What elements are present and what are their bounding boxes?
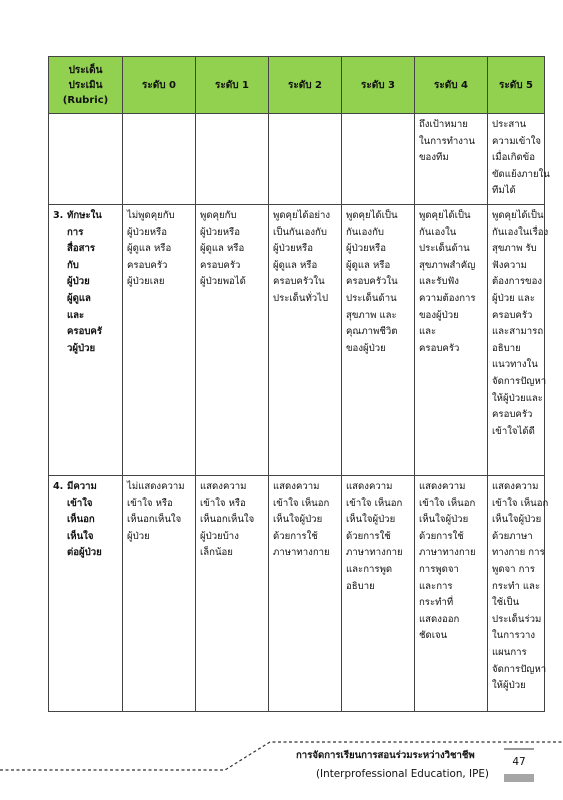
page-number-box [504,748,534,782]
cell-line: ครอบครัวใน [273,276,325,288]
cell-line: เห็นใจผู้ป่วย [419,514,469,526]
cell-line: เป็นกันเองกับ [273,226,327,238]
cell-line: ผู้ป่วยหรือ [127,226,167,238]
cell-line: ระดับ 5 [498,79,534,91]
cell-line: การพูดจา [419,563,459,575]
cell-line: พูดคุยได้อย่าง [273,210,331,221]
criterion-number: 4. [53,481,64,492]
cell-line: ครอบครัว [492,409,533,421]
cell-line: ไม่พูดคุยกับ [127,210,175,221]
cell-line: ผู้ป่วยหรือ [273,243,313,255]
cell-line: เล็กน้อย [200,547,233,559]
cell-line: (Rubric) [62,94,109,106]
cell-line: และการพูด [346,563,393,575]
cell-line: เข้าใจได้ดี [492,425,535,437]
header-level-5 [488,57,545,114]
cell-line: ผู้ดูแล [67,292,91,304]
cell-line: เห็นใจผู้ป่วย [492,514,542,526]
cell-line: จัดการปัญหา [492,663,547,675]
cell-line: ใช้เป็น [492,597,520,609]
cell-line: ครอบครัว [419,342,460,354]
cell-line: กระทำ และ [492,580,541,592]
criterion-cell [49,205,123,476]
cell-line: ทางกาย การ [492,547,545,559]
cell-line: พูดคุยได้เป็น [419,210,471,221]
cell-line: ระดับ 4 [433,79,469,91]
cell-line: เมื่อเกิดข้อ [492,152,536,164]
cell-line: ทักษะใน [67,210,102,221]
cell-line: แผนการ [492,646,527,658]
cell-line: กับ [67,259,79,271]
cell-line: จัดการปัญหา [492,375,547,387]
cell-line: ภาษาทางกาย [419,547,476,559]
cell-line: สื่อสาร [67,243,96,255]
cell-line: และ [419,326,437,338]
cell-line: ประเด็น [68,64,103,76]
cell-line: กันเองใน [419,226,457,238]
cell-line: ผู้ป่วย และ [492,292,535,304]
cell-line: ประเด็นร่วม [492,613,542,625]
cell-line: ความต้องการ [419,292,476,304]
cell-line: ของผู้ป่วย [419,309,459,321]
cell-line: เห็นใจผู้ป่วย [346,514,396,526]
cell-line: ภาษาทางกาย [273,547,330,559]
cell-line: ครอบครัว [492,309,533,321]
cell-line: เข้าใจ หรือ [127,497,173,509]
cell-line: เข้าใจ หรือ [200,497,246,509]
cell-line: ผู้ป่วยเลย [127,276,165,288]
cell-line: ต่อผู้ป่วย [67,547,102,559]
cell-line: แสดงออก [419,613,460,625]
cell-line: ครอบครัว [127,259,168,271]
cell-line: เห็นอกเห็นใจ [200,514,255,526]
cell-line: ในการวาง [492,630,536,642]
cell-line: ของทีม [419,152,449,164]
cell-line: แสดงความ [346,481,393,492]
criterion-cell [49,114,123,205]
level-2-cell [269,205,342,476]
level-4-cell [415,476,488,712]
cell-line: ผู้ป่วย [67,276,90,288]
level-2-cell [269,114,342,205]
level-3-cell [342,205,415,476]
table-row-continuation [49,114,545,205]
cell-line: ระดับ 3 [360,79,396,91]
cell-line: ประเด็นด้าน [419,243,470,255]
cell-line: ผู้ดูแล หรือ [200,243,245,255]
cell-line: ทีมได้ [492,185,516,197]
cell-line: ต้องการของ [492,276,543,288]
cell-line: ระดับ 0 [141,79,177,91]
cell-line: เข้าใจ เห็นอก [492,497,549,509]
cell-line: พูดคุยได้เป็น [346,210,398,221]
header-level-0 [123,57,196,114]
cell-line: ประเด็นด้าน [346,292,397,304]
cell-line: แสดงความ [273,481,320,492]
cell-line: ไม่แสดงความ [127,481,185,492]
footer-subtitle: (Interprofessional Education, IPE) [316,768,489,780]
cell-line: ให้ผู้ป่วย [492,680,526,692]
cell-line: ด้วยการใช้ [273,530,318,542]
cell-line: ด้วยการใช้ [346,530,391,542]
cell-line: และสามารถ [492,326,544,338]
page-number-bar [504,774,534,782]
cell-line: มีความ [67,481,97,492]
level-5-cell [488,205,549,476]
cell-line: ผู้ป่วยพอได้ [200,276,246,288]
table-row-communication [49,205,545,476]
cell-line: ในการทำงาน [419,135,475,147]
cell-line: พูดคุยได้เป็น [492,210,544,221]
cell-line: แนวทางใน [492,359,538,371]
cell-line: ชัดเจน [419,630,448,642]
cell-line: ผู้ป่วยหรือ [346,243,386,255]
cell-line: แสดงความ [419,481,466,492]
cell-line: เห็นใจ [67,530,94,542]
level-1-cell [196,114,269,205]
cell-line: ครอบครัวใน [346,276,398,288]
header-level-4 [415,57,488,114]
cell-line: ขัดแย้งภายใน [492,168,550,180]
level-1-cell [196,476,269,712]
level-4-cell [415,114,488,205]
cell-line: และรับฟัง [419,276,459,288]
cell-line: วผู้ป่วย [67,342,96,354]
table-header-row [49,57,545,114]
cell-line: และ [67,309,85,321]
footer-title: การจัดการเรียนการสอนร่วมระหว่างวิชาชีพ [296,750,475,761]
cell-line: ระดับ 2 [287,79,323,91]
cell-line: สุขภาพ รับ [492,243,537,255]
cell-line: ความเข้าใจ [492,135,542,147]
cell-line: ผู้ป่วย [127,530,150,542]
cell-line: เข้าใจ เห็นอก [419,497,476,509]
cell-line: อธิบาย [492,342,521,354]
cell-line: ผู้ดูแล หรือ [346,259,391,271]
cell-line: พูดจา การ [492,563,535,575]
level-2-cell [269,476,342,712]
cell-line: ผู้ป่วยบ้าง [200,530,239,542]
cell-line: ประสาน [492,119,527,130]
cell-line: การ [67,226,84,238]
header-level-3 [342,57,415,114]
cell-line: ประเด็นทั่วไป [273,292,329,304]
cell-line: เข้าใจ เห็นอก [346,497,403,509]
cell-line: แสดงความ [492,481,539,492]
criterion-cell [49,476,123,712]
rubric-table [48,56,550,712]
cell-line: ผู้ป่วยหรือ [200,226,240,238]
cell-line: คุณภาพชีวิต [346,326,398,338]
cell-line: ด้วยภาษา [492,530,533,542]
cell-line: ด้วยการใช้ [419,530,464,542]
cell-line: เห็นอกเห็นใจ [127,514,182,526]
cell-line: ครอบครั [67,326,102,338]
level-3-cell [342,114,415,205]
cell-line: เข้าใจ [67,497,93,509]
level-0-cell [123,114,196,205]
cell-line: เห็นใจผู้ป่วย [273,514,323,526]
criterion-text [67,479,117,562]
cell-line: อธิบาย [346,580,375,592]
cell-line: สุขภาพ และ [346,309,397,321]
level-1-cell [196,205,269,476]
level-5-cell [488,114,550,205]
cell-line: กันเองกับ [346,226,384,238]
cell-line: ฟังความ [492,259,527,271]
cell-line: ครอบครัว [200,259,241,271]
cell-line: ระดับ 1 [214,79,250,91]
level-3-cell [342,476,415,712]
cell-line: ผู้ดูแล หรือ [127,243,172,255]
cell-line: เข้าใจ เห็นอก [273,497,330,509]
cell-line: และการ [419,580,453,592]
cell-line: ถึงเป้าหมาย [419,119,468,130]
table-row-empathy [49,476,545,712]
cell-line: ให้ผู้ป่วยและ [492,392,543,404]
header-criterion [49,57,123,114]
cell-line: เห็นอก [67,514,95,526]
header-level-2 [269,57,342,114]
cell-line: พูดคุยกับ [200,210,237,221]
cell-line: ผู้ดูแล หรือ [273,259,318,271]
cell-line: ประเมิน [68,79,103,91]
level-4-cell [415,205,488,476]
level-5-cell [488,476,549,712]
header-level-1 [196,57,269,114]
page-number: 47 [512,756,526,768]
level-0-cell [123,476,196,712]
cell-line: ของผู้ป่วย [346,342,386,354]
cell-line: สุขภาพสำคัญ [419,259,476,271]
criterion-number: 3. [53,210,64,221]
cell-line: ภาษาทางกาย [346,547,403,559]
level-0-cell [123,205,196,476]
criterion-text [67,208,117,357]
cell-line: กระทำที่ [419,597,454,609]
cell-line: แสดงความ [200,481,247,492]
cell-line: กันเองในเรื่อง [492,226,549,238]
